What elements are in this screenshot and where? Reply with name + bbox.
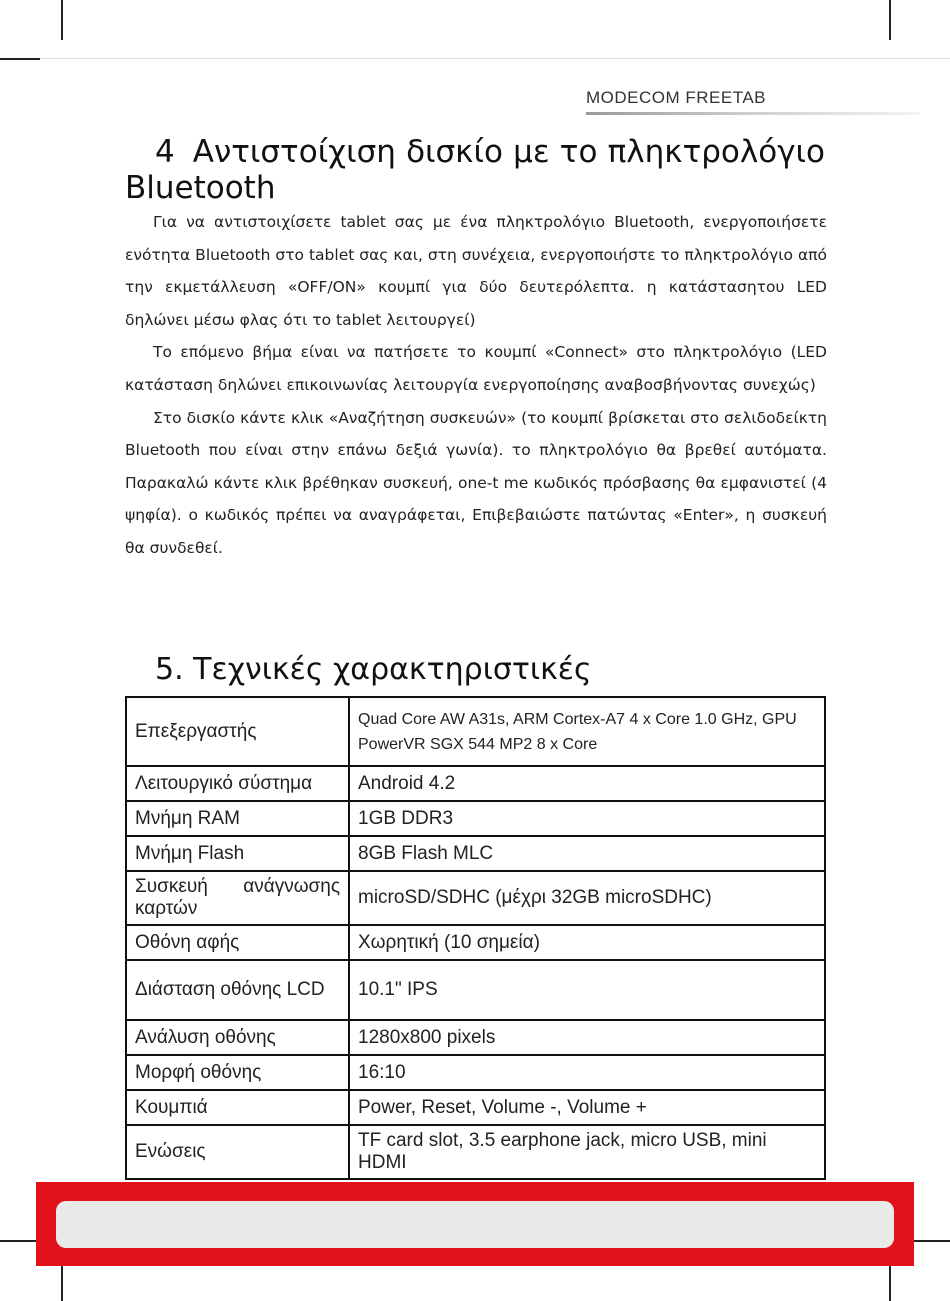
spec-label: Διάσταση οθόνης LCD bbox=[126, 960, 349, 1020]
spec-value: Χωρητική (10 σημεία) bbox=[349, 925, 825, 960]
table-row bbox=[126, 1020, 825, 1055]
spec-value: 10.1" IPS bbox=[349, 960, 825, 1020]
crop-mark-bottom-right-v bbox=[889, 1262, 891, 1301]
section-4-body bbox=[125, 206, 827, 565]
spec-label: Ανάλυση οθόνης bbox=[126, 1020, 349, 1055]
table-row bbox=[126, 801, 825, 836]
crop-mark-bottom-right-h bbox=[914, 1240, 950, 1242]
spec-label: Λειτουργικό σύστημα bbox=[126, 766, 349, 801]
spec-label: Ενώσεις bbox=[126, 1125, 349, 1179]
spec-value: microSD/SDHC (μέχρι 32GB microSDHC) bbox=[349, 871, 825, 925]
spec-label: Μνήμη Flash bbox=[126, 836, 349, 871]
crop-mark-bottom-left-v bbox=[61, 1262, 63, 1301]
crop-mark-top-right-v bbox=[889, 0, 891, 40]
spec-value: Power, Reset, Volume -, Volume + bbox=[349, 1090, 825, 1125]
spec-label: Επεξεργαστής bbox=[126, 697, 349, 766]
paragraph: Το επόμενο βήμα είναι να πατήσετε το κουμπί «Connect» στο πληκτρολόγιο (LED κατάσταση δηλώνει επικοινωνίας λειτουργία ενεργοποίησης αναβοσβήνοντας συνεχώς) bbox=[125, 343, 827, 394]
paragraph: Για να αντιστοιχίσετε tablet σας με ένα πληκτρολόγιο Bluetooth, ενεργοποιήσετε ενότητα Bluetooth στο tablet σας και, στη συνέχεια, ενεργοποιήστε το πληκτρολόγιο από την εκμετάλλευση «OFF/ON» κουμπί για δύο δευτερόλεπτα. η κατάστασητου LED δηλώνει μέσω φλας ότι το tablet λειτουργεί) bbox=[125, 213, 827, 329]
crop-mark-top-left-v bbox=[61, 0, 63, 40]
crop-mark-bottom-left-h bbox=[0, 1240, 36, 1242]
spec-label: Μνήμη RAM bbox=[126, 801, 349, 836]
table-row bbox=[126, 766, 825, 801]
spec-label: Κουμπιά bbox=[126, 1090, 349, 1125]
spec-value: Quad Core AW A31s, ARM Cortex-A7 4 x Core 1.0 GHz, GPU PowerVR SGX 544 MP2 8 x Core bbox=[349, 697, 825, 766]
spec-value: 1GB DDR3 bbox=[349, 801, 825, 836]
specs-table bbox=[125, 696, 826, 1180]
footer-panel bbox=[56, 1201, 894, 1248]
section-4-heading bbox=[125, 134, 825, 206]
table-row bbox=[126, 836, 825, 871]
table-row bbox=[126, 1125, 825, 1179]
table-row bbox=[126, 1055, 825, 1090]
spec-label: Συσκευή ανάγνωσης καρτών bbox=[126, 871, 349, 925]
spec-value: 16:10 bbox=[349, 1055, 825, 1090]
trim-line bbox=[40, 58, 950, 59]
crop-mark-top-left-h bbox=[0, 58, 40, 60]
section-4-title: Αντιστοίχιση δισκίο με το πληκτρολόγιο Bluetooth bbox=[125, 134, 825, 206]
spec-label: Οθόνη αφής bbox=[126, 925, 349, 960]
brand-header: MODECOM FREETAB bbox=[586, 88, 767, 107]
section-4-number: 4 bbox=[155, 134, 175, 170]
table-row bbox=[126, 697, 825, 766]
table-row bbox=[126, 871, 825, 925]
spec-value: Android 4.2 bbox=[349, 766, 825, 801]
spec-value: 8GB Flash MLC bbox=[349, 836, 825, 871]
table-row bbox=[126, 1090, 825, 1125]
table-row bbox=[126, 960, 825, 1020]
spec-value: TF card slot, 3.5 earphone jack, micro USB, mini HDMI bbox=[349, 1125, 825, 1179]
spec-value: 1280x800 pixels bbox=[349, 1020, 825, 1055]
brand-underline bbox=[586, 112, 920, 115]
paragraph: Στο δισκίο κάντε κλικ «Αναζήτηση συσκευών» (το κουμπί βρίσκεται στο σελιδοδείκτη Bluetooth που είναι στην επάνω δεξιά γωνία). το πληκτρολόγιο θα βρεθεί αυτόματα. Παρακαλώ κάντε κλικ βρέθηκαν συσκευή, one-t me κωδικός πρόσβασης θα εμφανιστεί (4 ψηφία). ο κωδικός πρέπει να αναγράφεται, Επιβεβαιώστε πατώντας «Enter», η συσκευή θα συνδεθεί. bbox=[125, 408, 827, 557]
spec-label: Μορφή οθόνης bbox=[126, 1055, 349, 1090]
section-5-heading: 5. Τεχνικές χαρακτηριστικές bbox=[155, 652, 592, 687]
table-row bbox=[126, 925, 825, 960]
